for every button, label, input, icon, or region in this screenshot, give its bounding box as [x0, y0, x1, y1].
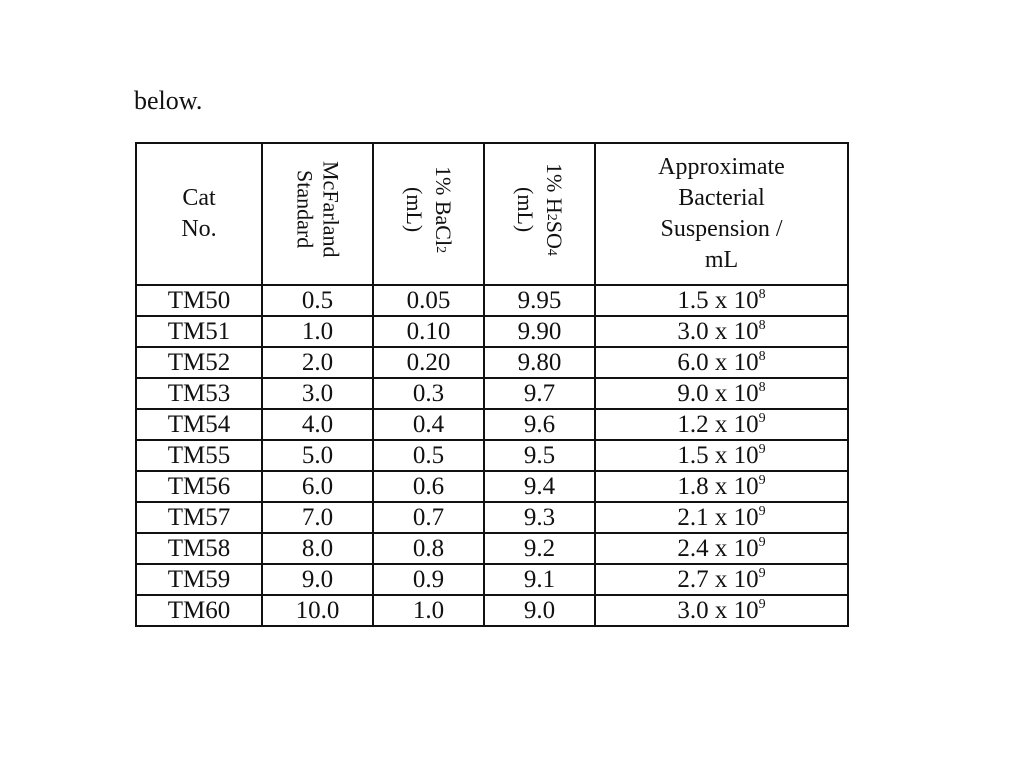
cell-suspension: 3.0 x $10^8$ — [595, 316, 848, 347]
table-row — [136, 285, 848, 316]
cell-suspension: 1.8 x $10^9$ — [595, 471, 848, 502]
table-row — [136, 564, 848, 595]
cell-cat-no: TM55 — [136, 440, 262, 471]
cell-cat-no: TM59 — [136, 564, 262, 595]
cell-cat-no: TM51 — [136, 316, 262, 347]
cell-suspension: 1.2 x $10^9$ — [595, 409, 848, 440]
cell-h2so4: 9.3 — [484, 502, 595, 533]
cell-cat-no: TM53 — [136, 378, 262, 409]
cell-h2so4: 9.80 — [484, 347, 595, 378]
cell-suspension: 6.0 x $10^8$ — [595, 347, 848, 378]
table-row — [136, 440, 848, 471]
cell-h2so4: 9.90 — [484, 316, 595, 347]
cell-standard: 4.0 — [262, 409, 373, 440]
cell-standard: 6.0 — [262, 471, 373, 502]
cell-suspension: 2.7 x $10^9$ — [595, 564, 848, 595]
cell-suspension: 2.4 x $10^9$ — [595, 533, 848, 564]
header-bacl2: 1% BaCl$_2$ (mL) — [373, 143, 484, 285]
cell-h2so4: 9.4 — [484, 471, 595, 502]
cell-cat-no: TM60 — [136, 595, 262, 626]
cell-bacl2: 0.6 — [373, 471, 484, 502]
table-row — [136, 595, 848, 626]
cell-cat-no: TM50 — [136, 285, 262, 316]
cell-bacl2: 0.7 — [373, 502, 484, 533]
header-approximate-suspension: Approximate Bacterial Suspension / mL — [595, 143, 848, 285]
header-h2so4: 1% $H_2SO_4$ (mL) — [484, 143, 595, 285]
cell-h2so4: 9.2 — [484, 533, 595, 564]
cell-cat-no: TM54 — [136, 409, 262, 440]
intro-text: below. — [134, 86, 203, 110]
cell-bacl2: 1.0 — [373, 595, 484, 626]
cell-standard: 5.0 — [262, 440, 373, 471]
table-row — [136, 316, 848, 347]
cell-bacl2: 0.05 — [373, 285, 484, 316]
cell-h2so4: 9.5 — [484, 440, 595, 471]
table-header-row — [136, 143, 848, 285]
table-row — [136, 533, 848, 564]
cell-standard: 2.0 — [262, 347, 373, 378]
cell-standard: 1.0 — [262, 316, 373, 347]
cell-h2so4: 9.7 — [484, 378, 595, 409]
cell-h2so4: 9.0 — [484, 595, 595, 626]
cell-standard: 10.0 — [262, 595, 373, 626]
cell-suspension: 1.5 x $10^9$ — [595, 440, 848, 471]
mcfarland-table — [135, 142, 849, 627]
cell-suspension: 3.0 x $10^9$ — [595, 595, 848, 626]
cell-h2so4: 9.6 — [484, 409, 595, 440]
cell-bacl2: 0.3 — [373, 378, 484, 409]
cell-cat-no: TM58 — [136, 533, 262, 564]
cell-standard: 9.0 — [262, 564, 373, 595]
cell-standard: 7.0 — [262, 502, 373, 533]
cell-suspension: 1.5 x $10^8$ — [595, 285, 848, 316]
cell-cat-no: TM56 — [136, 471, 262, 502]
table-row — [136, 502, 848, 533]
cell-standard: 0.5 — [262, 285, 373, 316]
cell-cat-no: TM57 — [136, 502, 262, 533]
header-mcfarland-standard: McFarland Standard — [262, 143, 373, 285]
cell-standard: 8.0 — [262, 533, 373, 564]
cell-h2so4: 9.1 — [484, 564, 595, 595]
cell-h2so4: 9.95 — [484, 285, 595, 316]
cell-suspension: 9.0 x $10^8$ — [595, 378, 848, 409]
cell-bacl2: 0.10 — [373, 316, 484, 347]
cell-bacl2: 0.5 — [373, 440, 484, 471]
cell-suspension: 2.1 x $10^9$ — [595, 502, 848, 533]
table-body — [136, 285, 848, 626]
cell-standard: 3.0 — [262, 378, 373, 409]
header-cat-no: Cat No. — [136, 143, 262, 285]
table-row — [136, 347, 848, 378]
cell-bacl2: 0.8 — [373, 533, 484, 564]
table-row — [136, 471, 848, 502]
cell-bacl2: 0.4 — [373, 409, 484, 440]
table-row — [136, 378, 848, 409]
cell-bacl2: 0.9 — [373, 564, 484, 595]
table-row — [136, 409, 848, 440]
cell-cat-no: TM52 — [136, 347, 262, 378]
cell-bacl2: 0.20 — [373, 347, 484, 378]
